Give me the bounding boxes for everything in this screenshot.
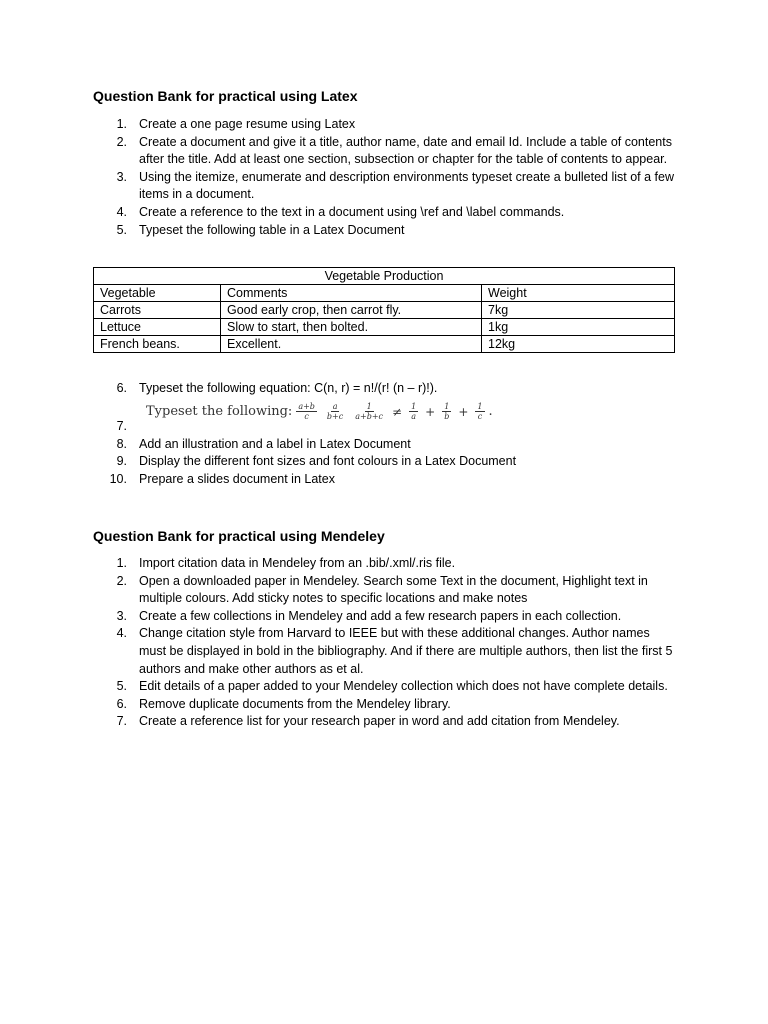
numerator: a bbox=[332, 402, 338, 411]
list-item bbox=[116, 608, 675, 626]
fraction-2 bbox=[325, 402, 345, 421]
item-number: 2. bbox=[116, 573, 127, 588]
denominator: a+b+c bbox=[355, 412, 384, 421]
denominator: c bbox=[477, 412, 483, 421]
list-item bbox=[116, 696, 675, 714]
item-number: 9. bbox=[116, 454, 127, 469]
latex-section-title: Question Bank for practical using Latex bbox=[93, 88, 358, 104]
plus-symbol: + bbox=[458, 404, 469, 419]
list-item bbox=[116, 625, 675, 678]
numerator: 1 bbox=[366, 402, 372, 411]
item-text: Display the different font sizes and font colours in a Latex Document bbox=[139, 454, 517, 469]
equation-image bbox=[146, 402, 493, 421]
list-item bbox=[116, 116, 675, 134]
item-text: Create a document and give it a title, author name, date and email Id. Include a table of contents after the title. Add at least one section, subsection or chapter for the table of contents to appear. bbox=[139, 134, 672, 167]
table-cell: Carrots bbox=[94, 302, 221, 319]
item-number: 4. bbox=[116, 204, 127, 219]
list-item bbox=[116, 169, 675, 204]
table-cell: Excellent. bbox=[221, 336, 482, 353]
fraction-6 bbox=[475, 402, 484, 421]
numerator: 1 bbox=[411, 402, 417, 411]
denominator: c bbox=[304, 412, 309, 421]
item-number: 10. bbox=[109, 471, 127, 486]
table-cell: 12kg bbox=[482, 336, 675, 353]
mendeley-section-title: Question Bank for practical using Mendeley bbox=[93, 528, 385, 544]
list-item bbox=[116, 380, 675, 398]
column-header-vegetable: Vegetable bbox=[94, 285, 221, 302]
table-cell: 1kg bbox=[482, 319, 675, 336]
denominator: a bbox=[411, 412, 417, 421]
table-cell: Lettuce bbox=[94, 319, 221, 336]
item-text: Remove duplicate documents from the Mendeley library. bbox=[139, 696, 451, 711]
item-text: Typeset the following equation: C(n, r) = n!/(r! (n – r)!). bbox=[139, 381, 438, 395]
item-text: Add an illustration and a label in Latex Document bbox=[139, 436, 411, 451]
table-row bbox=[94, 336, 675, 353]
latex-question-list-continued bbox=[109, 380, 675, 488]
equation-label: Typeset the following: bbox=[146, 404, 293, 419]
item-number: 2. bbox=[116, 134, 127, 149]
list-item bbox=[116, 678, 675, 696]
column-header-comments: Comments bbox=[221, 285, 482, 302]
latex-question-list bbox=[116, 116, 675, 239]
list-item bbox=[109, 471, 675, 489]
equation-end-period: . bbox=[488, 404, 493, 419]
fraction-4 bbox=[409, 402, 418, 421]
item-number: 4. bbox=[116, 626, 127, 641]
table-row bbox=[94, 302, 675, 319]
item-number: 6. bbox=[116, 381, 127, 395]
item-text: Create a one page resume using Latex bbox=[139, 117, 356, 131]
list-item bbox=[116, 573, 675, 608]
item-text: Change citation style from Harvard to IEEE but with these additional changes. Author names must be displayed in bold in the bibliography. And if there are multiple authors, then list the first 5 authors and make other authors as et al. bbox=[139, 626, 673, 676]
list-item bbox=[116, 222, 675, 240]
list-item bbox=[116, 453, 675, 471]
item-number: 7. bbox=[116, 418, 127, 433]
not-equal-symbol: ≠ bbox=[392, 404, 403, 419]
item-number: 1. bbox=[116, 117, 127, 131]
table-cell: Good early crop, then carrot fly. bbox=[221, 302, 482, 319]
table-caption: Vegetable Production bbox=[94, 268, 675, 285]
item-text: Import citation data in Mendeley from an .bib/.xml/.ris file. bbox=[139, 556, 456, 570]
vegetable-production-table bbox=[93, 267, 675, 353]
item-text: Prepare a slides document in Latex bbox=[139, 471, 335, 486]
item-text: Edit details of a paper added to your Mendeley collection which does not have complete details. bbox=[139, 679, 668, 694]
item-number: 5. bbox=[116, 222, 127, 237]
table-row bbox=[94, 319, 675, 336]
fraction-5 bbox=[442, 402, 451, 421]
numerator: 1 bbox=[444, 402, 450, 411]
item-text: Typeset the following table in a Latex Document bbox=[139, 222, 405, 237]
fraction-3 bbox=[353, 402, 385, 421]
list-item bbox=[116, 713, 675, 731]
column-header-weight: Weight bbox=[482, 285, 675, 302]
item-text: Using the itemize, enumerate and description environments typeset create a bulleted list of a few items in a document. bbox=[139, 169, 675, 202]
item-text: Open a downloaded paper in Mendeley. Search some Text in the document, Highlight text in multiple colours. Add sticky notes to specific locations and make notes bbox=[139, 573, 648, 606]
numerator: 1 bbox=[477, 402, 483, 411]
list-item bbox=[116, 436, 675, 454]
item-number: 6. bbox=[116, 696, 127, 711]
denominator: b bbox=[444, 412, 450, 421]
numerator: a+b bbox=[298, 402, 315, 411]
table-cell: French beans. bbox=[94, 336, 221, 353]
item-text: Create a reference list for your research paper in word and add citation from Mendeley. bbox=[139, 714, 620, 729]
item-number: 3. bbox=[116, 608, 127, 623]
table-cell: Slow to start, then bolted. bbox=[221, 319, 482, 336]
plus-symbol: + bbox=[425, 404, 436, 419]
list-item bbox=[116, 204, 675, 222]
list-item bbox=[116, 555, 675, 573]
item-number: 7. bbox=[116, 714, 127, 729]
item-number: 8. bbox=[116, 436, 127, 451]
item-number: 3. bbox=[116, 169, 127, 184]
item-text: Create a few collections in Mendeley and add a few research papers in each collection. bbox=[139, 608, 622, 623]
table-header-row bbox=[94, 285, 675, 302]
mendeley-question-list bbox=[116, 555, 675, 731]
item-text: Create a reference to the text in a document using \ref and \label commands. bbox=[139, 204, 565, 219]
item-number: 1. bbox=[116, 556, 127, 570]
table-cell: 7kg bbox=[482, 302, 675, 319]
item-number: 5. bbox=[116, 679, 127, 694]
table-caption-row bbox=[94, 268, 675, 285]
denominator: b+c bbox=[326, 412, 344, 421]
list-item bbox=[116, 134, 675, 169]
fraction-1 bbox=[296, 402, 317, 421]
